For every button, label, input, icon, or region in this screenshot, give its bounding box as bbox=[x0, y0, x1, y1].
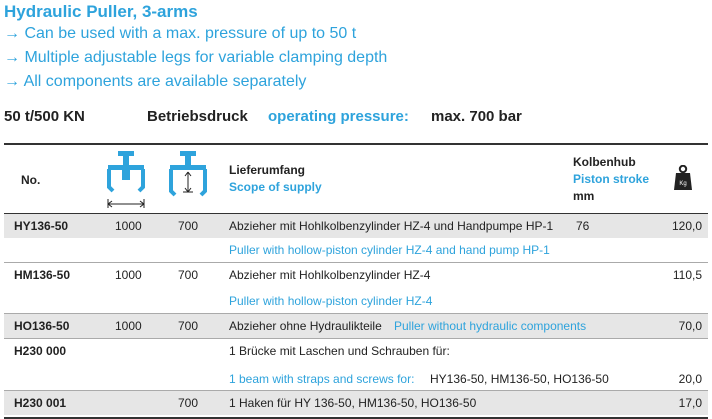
weight-value: 110,5 bbox=[672, 268, 702, 282]
scope-de: 1 Brücke mit Laschen und Schrauben für: bbox=[229, 344, 450, 358]
depth-value: 700 bbox=[178, 396, 199, 410]
stroke-value: 76 bbox=[576, 219, 590, 233]
weight-icon bbox=[673, 165, 693, 194]
width-value: 1000 bbox=[115, 319, 142, 333]
table-row-sub bbox=[4, 289, 708, 313]
weight-value: 70,0 bbox=[678, 319, 702, 333]
weight-unit: Kg bbox=[679, 181, 687, 187]
weight-value: 120,0 bbox=[671, 219, 702, 233]
table-row bbox=[4, 263, 708, 287]
depth-value: 700 bbox=[178, 219, 199, 233]
feature-bullet: → All components are available separately bbox=[4, 73, 307, 90]
item-number: H230 000 bbox=[14, 344, 67, 358]
table-row bbox=[4, 339, 708, 364]
scope-extra: HY136-50, HM136-50, HO136-50 bbox=[430, 372, 609, 386]
depth-value: 700 bbox=[178, 319, 199, 333]
product-title: Hydraulic Puller, 3-arms bbox=[4, 2, 198, 21]
depth-value: 700 bbox=[178, 268, 199, 282]
width-value: 1000 bbox=[115, 219, 142, 233]
header-stroke-en: Piston stroke bbox=[573, 172, 650, 186]
scope-en: 1 beam with straps and screws for: bbox=[229, 372, 415, 386]
pressure-label-de: Betriebsdruck bbox=[147, 108, 248, 125]
scope-de: Abzieher ohne Hydraulikteile bbox=[229, 319, 382, 333]
item-number: HY136-50 bbox=[14, 219, 69, 233]
weight-value: 20,0 bbox=[678, 372, 702, 386]
table-header bbox=[4, 145, 708, 213]
scope-en: Puller with hollow-piston cylinder HZ-4 bbox=[229, 294, 433, 308]
header-stroke-de: Kolbenhub bbox=[573, 155, 636, 169]
capacity: 50 t/500 KN bbox=[4, 108, 85, 125]
item-number: HM136-50 bbox=[14, 268, 71, 282]
feature-bullet: → Multiple adjustable legs for variable clamping depth bbox=[4, 49, 388, 66]
table-row-sub bbox=[4, 364, 708, 390]
pressure-value: max. 700 bar bbox=[431, 108, 522, 125]
scope-en: Puller without hydraulic components bbox=[394, 319, 587, 333]
weight-value: 17,0 bbox=[678, 396, 702, 410]
width-value: 1000 bbox=[115, 268, 142, 282]
item-number: HO136-50 bbox=[14, 319, 70, 333]
puller-depth-icon bbox=[166, 151, 210, 204]
scope-de: Abzieher mit Hohlkolbenzylinder HZ-4 und Handpumpe HP-1 bbox=[229, 219, 554, 233]
puller-width-icon bbox=[104, 151, 148, 212]
feature-bullet: → Can be used with a max. pressure of up to 50 t bbox=[4, 25, 357, 42]
table-row bbox=[4, 314, 708, 338]
pressure-label-en: operating pressure: bbox=[268, 108, 409, 125]
table-row-sub bbox=[4, 238, 708, 262]
table-row bbox=[4, 391, 708, 415]
table-row bbox=[4, 214, 708, 238]
header-stroke-unit: mm bbox=[573, 189, 595, 203]
header-scope-de: Lieferumfang bbox=[229, 163, 306, 177]
scope-de: 1 Haken für HY 136-50, HM136-50, HO136-50 bbox=[229, 396, 477, 410]
product-table bbox=[4, 143, 708, 419]
item-number: H230 001 bbox=[14, 396, 67, 410]
scope-de: Abzieher mit Hohlkolbenzylinder HZ-4 bbox=[229, 268, 431, 282]
header-no: No. bbox=[21, 173, 41, 187]
header-scope-en: Scope of supply bbox=[229, 180, 322, 194]
scope-en: Puller with hollow-piston cylinder HZ-4 and hand pump HP-1 bbox=[229, 243, 550, 257]
